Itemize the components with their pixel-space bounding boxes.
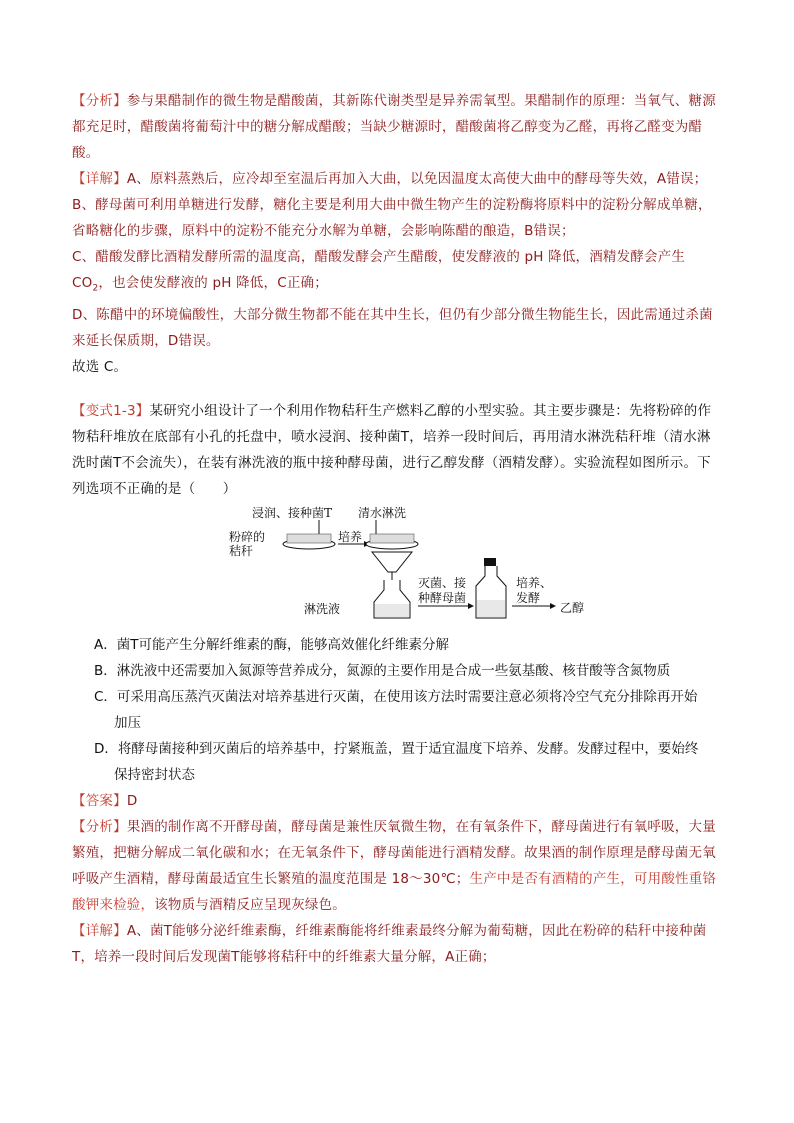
option-b[interactable]: B．淋洗液中还需要加入氮源等营养成分，氮源的主要作用是合成一些氨基酸、核苷酸等含氮物质 — [94, 662, 671, 679]
flask-wash — [374, 580, 410, 618]
question-tag: 【变式1-3】 — [72, 402, 150, 419]
detail-tag-2: 【详解】 — [72, 922, 127, 939]
detail-d: D、陈醋中的环境偏酸性，大部分微生物都不能在其中生长，但仍有少部分微生物能生长，因此需通过杀菌来延长保质期，D错误。 — [72, 306, 713, 349]
option-c-line2: 加压 — [114, 714, 141, 731]
detail-tag: 【详解】 — [72, 171, 127, 187]
answer-line — [72, 788, 722, 814]
analysis-text: 参与果醋制作的微生物是醋酸菌，其新陈代谢类型是异养需氧型。果醋制作的原理：当氧气、糖源都充足时，醋酸菌将葡萄汁中的糖分解成醋酸；当缺少糖源时，醋酸菌将乙醇变为乙醛，再将乙醛变为醋酸。 — [72, 93, 716, 161]
label-culture: 培养 — [338, 529, 363, 544]
analysis-text-2-highlight: 生产中是否有酒精的产生，可用酸性重铬酸钾来检验， — [72, 870, 717, 913]
label-ferment-1: 培养、 — [516, 575, 553, 590]
option-d-line2: 保持密封状态 — [114, 766, 195, 783]
label-soak: 浸润、接种菌T — [252, 505, 333, 520]
analysis-tag-2: 【分析】 — [72, 818, 127, 835]
page-content — [72, 88, 722, 970]
detail-b: B、酵母菌可利用单糖进行发酵，糖化主要是利用大曲中微生物产生的淀粉酶将原料中的淀粉分解成单糖，省略糖化的步骤，原料中的淀粉不能充分水解为单糖，会影响陈醋的酿造，B错误； — [72, 197, 712, 239]
label-straw-1: 粉碎的 — [229, 529, 266, 544]
flask-ferment — [476, 558, 506, 618]
option-c-line1: C．可采用高压蒸汽灭菌法对培养基进行灭菌，在使用该方法时需要注意必须将冷空气充分排除再开始 — [94, 688, 698, 705]
label-wash-liquid: 淋洗液 — [304, 601, 341, 616]
detail-c-line1: C、醋酸发酵比酒精发酵所需的温度高，醋酸发酵会产生醋酸，使发酵液的 pH 降低，酒精发酵会产生 — [72, 249, 686, 265]
tray-2 — [366, 534, 418, 549]
question-block — [72, 398, 722, 502]
label-rinse: 清水淋洗 — [358, 505, 407, 520]
label-ferment-2: 发酵 — [516, 590, 541, 605]
option-a[interactable]: A．菌T可能产生分解纤维素的酶，能够高效催化纤维素分解 — [94, 636, 449, 653]
analysis-text-2-end: 该物质与酒精反应呈现灰绿色。 — [154, 896, 347, 913]
analysis-text-2: 果酒的制作离不开酵母菌，酵母菌是兼性厌氧微生物，在有氧条件下，酵母菌进行有氧呼吸，大量繁殖，把糖分解成二氧化碳和水；在无氧条件下，酵母菌能进行酒精发酵。故果酒的制作原理是酵母菌无氧呼吸产生酒精，酵母菌最适宜生长繁殖的温度范围是 18～30℃； — [72, 818, 716, 887]
label-sterilize-2: 种酵母菌 — [418, 590, 467, 605]
diagram-drawing — [72, 506, 722, 626]
detail-paragraph-2 — [72, 918, 722, 970]
option-c[interactable] — [72, 684, 722, 736]
analysis-tag: 【分析】 — [72, 93, 127, 109]
detail-a-2: A、菌T能够分泌纤维素酶，纤维素酶能将纤维素最终分解为葡萄糖，因此在粉碎的秸秆中接种菌T，培养一段时间后发现菌T能够将秸秆中的纤维素大量分解，A正确； — [72, 922, 707, 965]
analysis-paragraph-2 — [72, 814, 722, 918]
label-straw-2: 秸秆 — [229, 543, 254, 558]
label-sterilize-1: 灭菌、接 — [418, 575, 467, 590]
question-stem: 某研究小组设计了一个利用作物秸秆生产燃料乙醇的小型实验。其主要步骤是：先将粉碎的作物秸秆堆放在底部有小孔的托盘中，喷水浸润、接种菌T，培养一段时间后，再用清水淋洗秸秆堆（清水淋洗时菌T不会流失），在装有淋洗液的瓶中接种酵母菌，进行乙醇发酵（酒精发酵）。实验流程如图所示。下列选项不正确的是（ ） — [72, 402, 712, 497]
co2-subscript: 2 — [92, 283, 99, 294]
detail-c-line2: ，也会使发酵液的 pH 降低，C正确； — [98, 275, 328, 291]
label-ethanol: 乙醇 — [560, 600, 585, 615]
answer-value: D — [126, 792, 138, 809]
experiment-diagram — [72, 506, 722, 626]
option-d[interactable] — [72, 736, 722, 788]
option-d-line1: D．将酵母菌接种到灭菌后的培养基中，拧紧瓶盖，置于适宜温度下培养、发酵。发酵过程中，要始终 — [94, 740, 699, 757]
analysis-paragraph-1 — [72, 88, 722, 166]
tray-1 — [283, 534, 335, 549]
detail-a: A、原料蒸熟后，应冷却至室温后再加入大曲，以免因温度太高使大曲中的酵母等失效，A错误； — [126, 171, 708, 187]
detail-paragraph-1 — [72, 166, 722, 192]
detail-c — [72, 244, 722, 302]
co2-text: CO — [72, 275, 93, 291]
choice-line: 故选 C。 — [72, 358, 128, 375]
answer-tag: 【答案】 — [72, 792, 127, 809]
